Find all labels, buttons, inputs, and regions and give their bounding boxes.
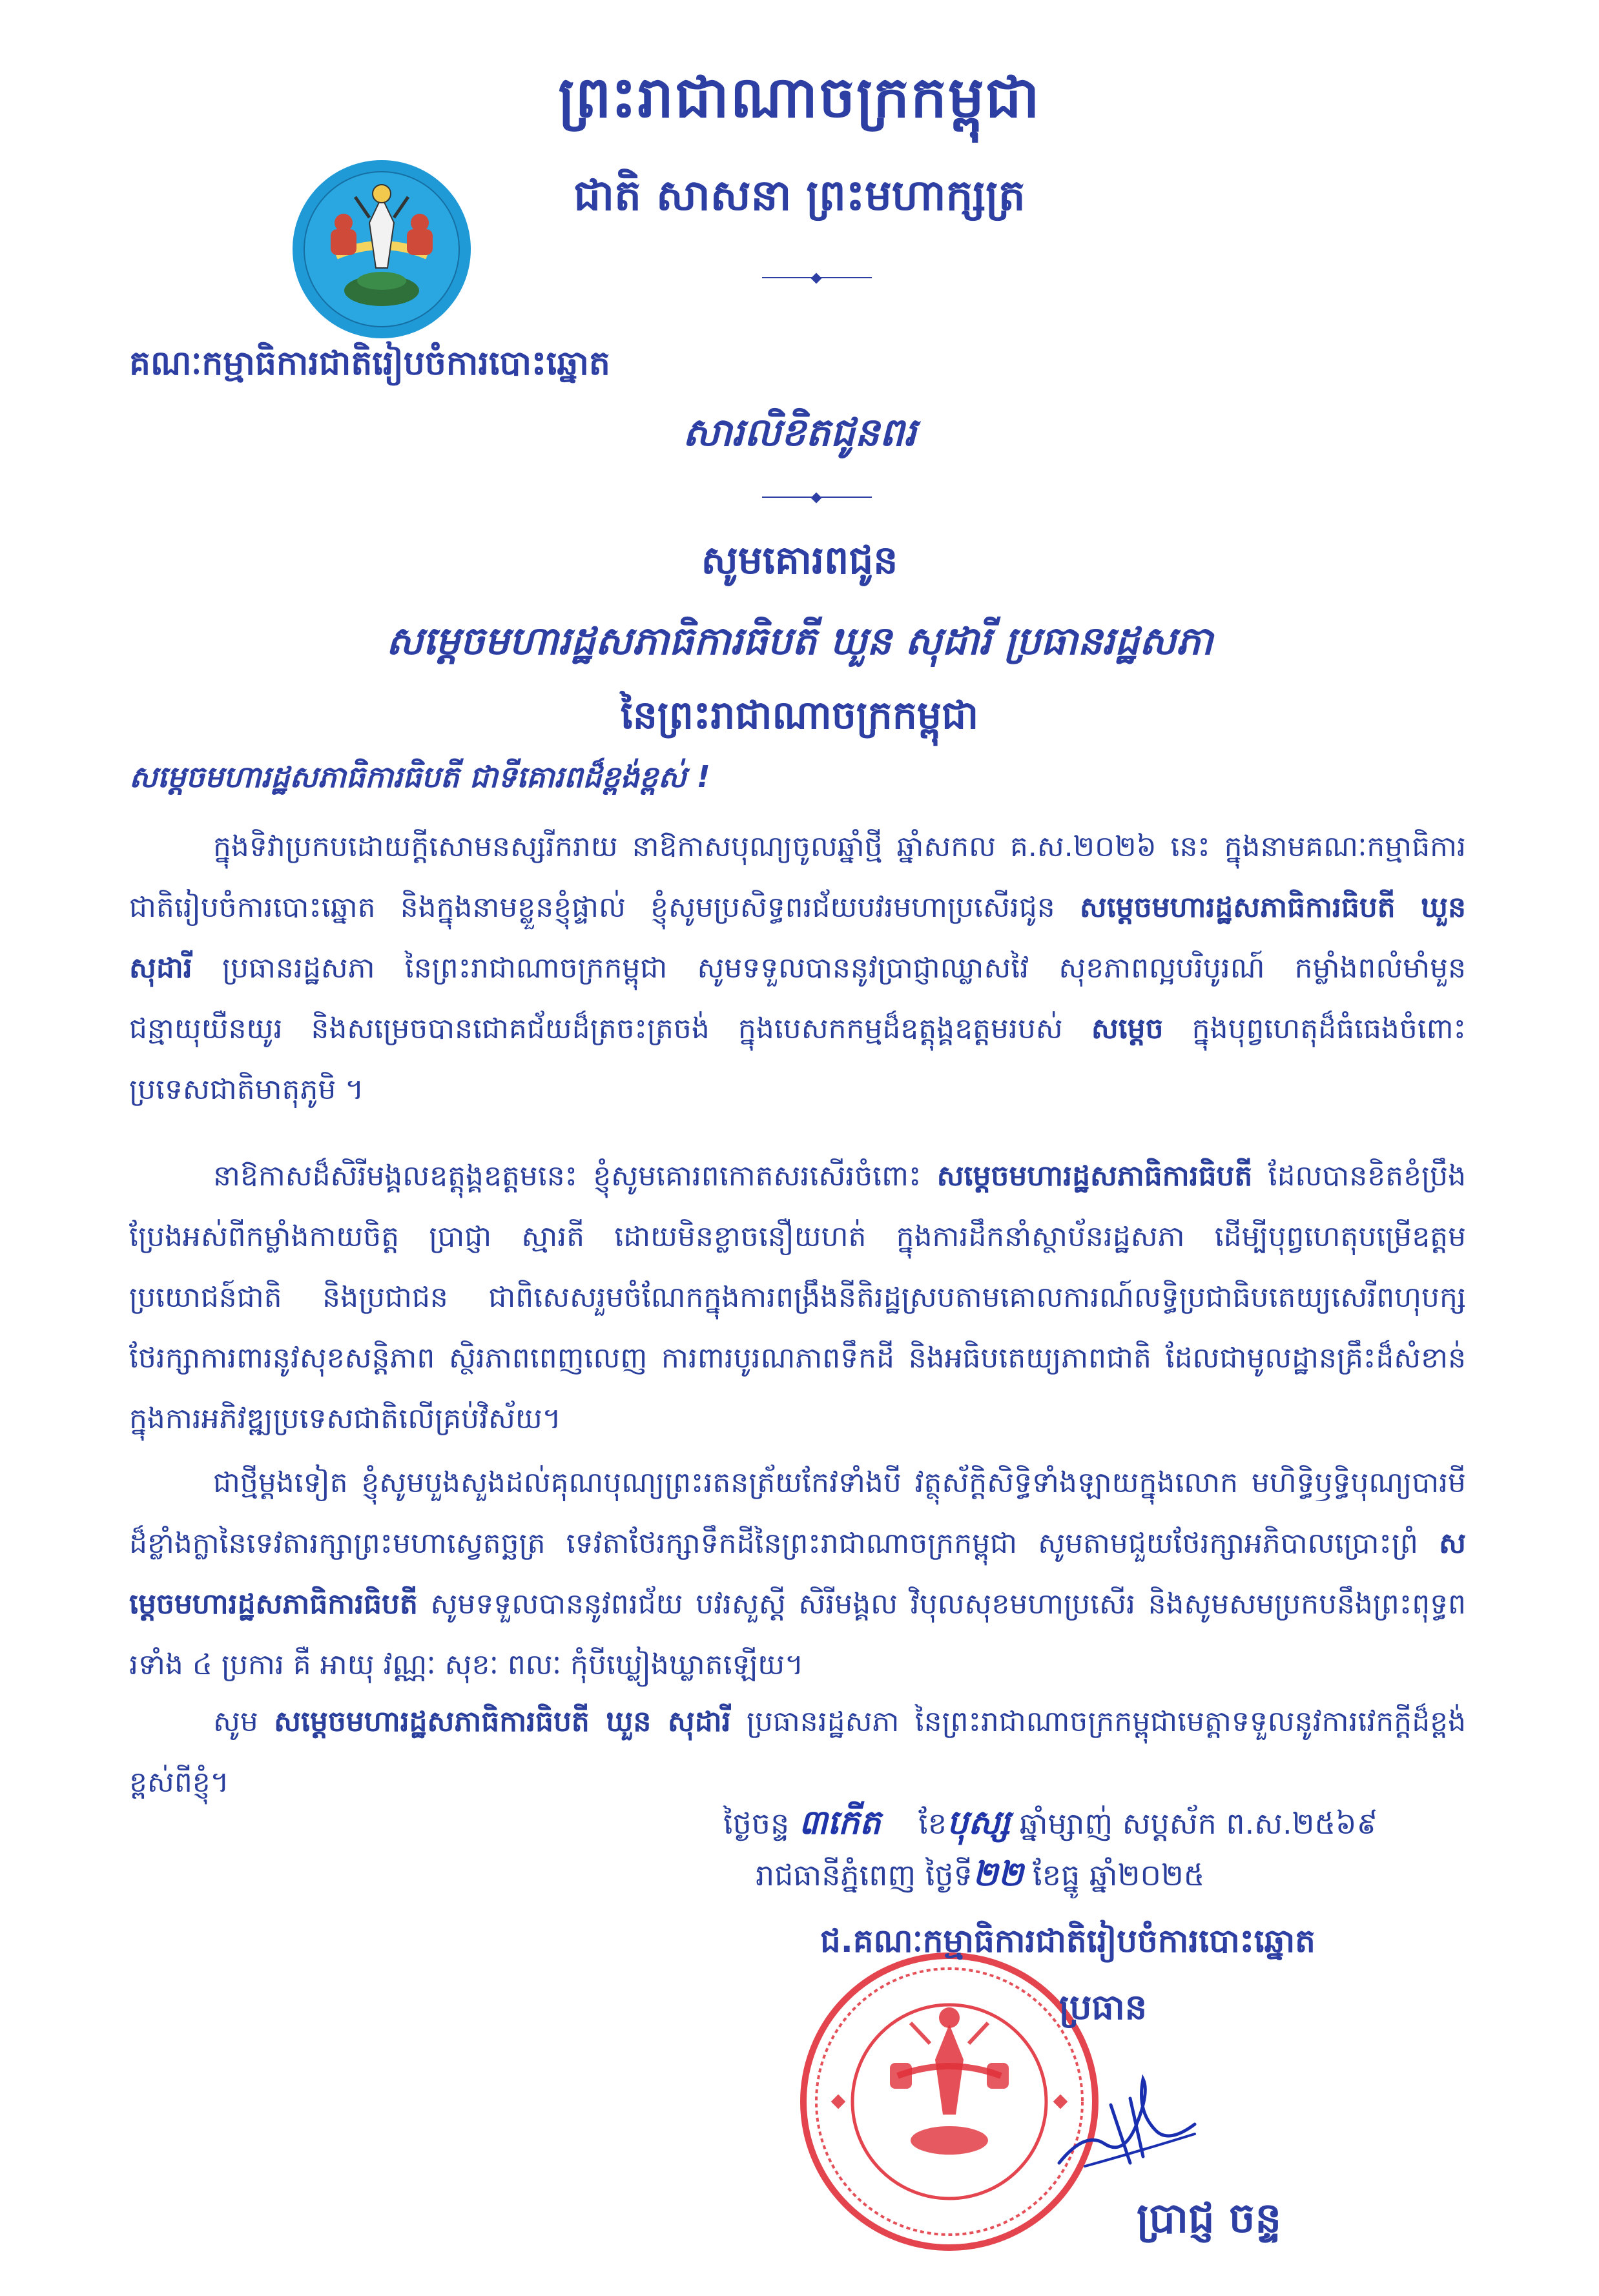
p2-bold-title: សម្តេចមហារដ្ឋសភាធិការធិបតី [936, 1160, 1253, 1193]
p2-text: ដែលបានខិតខំប្រឹងប្រែងអស់ពីកម្លាំងកាយចិត្ត ប្រាជ្ញា ស្មារតី ដោយមិនខ្លាចនឿយហត់ ក្នុងការដឹកនាំស្ថាប័នរដ្ឋសភា ដើម្បីបុព្វហេតុបម្រើឧត្តមប្រយោជន៍ជាតិ និងប្រជាជន ជាពិសេសរួមចំណែកក្នុងការពង្រឹងនីតិរដ្ឋស្របតាមគោលការណ៍លទ្ធិប្រជាធិបតេយ្យសេរីពហុបក្ស ថែរក្សាការពារនូវសុខសន្តិភាព ស្ថិរភាពពេញលេញ ការពារបូរណភាពទឹកដី និងអធិបតេយ្យភាពជាតិ ដែលជាមូលដ្ឋានគ្រឹះដ៏សំខាន់ក្នុងការអភិវឌ្ឍប្រទេសជាតិលើគ្រប់វិស័យ។ [129, 1160, 1466, 1435]
p4-text: ប្រធានរដ្ឋសភា នៃព្រះរាជាណាចក្រកម្ពុជាមេត្តាទទួលនូវការវេកក្តីដ៏ខ្ពង់ខ្ពស់ពីខ្ញុំ។ [129, 1705, 1466, 1799]
respectfully-to: សូមគោរពជូន [701, 538, 898, 583]
p3-bold-title: សម្តេចមហារដ្ឋសភាធិការធិបតី [129, 1527, 1466, 1621]
signatory-organization: ជ.គណៈកម្មាធិការជាតិរៀបចំការបោះឆ្នោត [820, 1922, 1315, 1960]
paragraph-4 [129, 1692, 1466, 1813]
kingdom-title: ព្រះរាជាណាចក្រកម្ពុជា [558, 64, 1041, 130]
organization-name: គណៈកម្មាធិការជាតិរៀបចំការបោះឆ្នោត [129, 344, 610, 383]
divider-ornament [762, 494, 872, 500]
recipient-line-1: សម្តេចមហារដ្ឋសភាធិការធិបតី ឃួន សុដារី ប្រធានរដ្ឋសភា [386, 619, 1213, 664]
place-date-line [756, 1853, 1204, 1902]
p1-text: ក្នុងទិវាប្រកបដោយក្តីសោមនស្សរីករាយ នាឱកាសបុណ្យចូលឆ្នាំថ្មី ឆ្នាំសកល គ.ស.២០២៦ នេះ ក្នុងនាមគណៈកម្មាធិការជាតិរៀបចំការបោះឆ្នោត និងក្នុងនាមខ្លួនខ្ញុំផ្ទាល់ ខ្ញុំសូមប្រសិទ្ធពរជ័យបវរមហាប្រសើរជូន [129, 830, 1466, 924]
place-suffix: ខែធ្នូ ឆ្នាំ២០២៥ [1023, 1858, 1205, 1892]
document-title: សារលិខិតជូនពរ [683, 410, 916, 455]
p1-text: ក្នុងបុព្វហេតុដ៏ធំធេងចំពោះប្រទេសជាតិមាតុភូមិ ។ [129, 1012, 1466, 1106]
recipient-line-2: នៃព្រះរាជាណាចក្រកម្ពុជា [620, 693, 979, 738]
paragraph-3 [129, 1453, 1466, 1696]
salutation: សម្តេចមហារដ្ឋសភាធិការធិបតី ជាទីគោរពដ៏ខ្ពង់ខ្ពស់ ! [129, 759, 710, 794]
p3-text: សូមទទួលបាននូវពរជ័យ បវរសួស្តី សិរីមង្គល វិបុលសុខមហាប្រសើរ និងសូមសមប្រកបនឹងព្រះពុទ្ធពរទាំង ៤ ប្រការ គឺ អាយុ វណ្ណៈ សុខៈ ពលៈ កុំបីឃ្លៀងឃ្លាតឡើយ។ [129, 1588, 1466, 1681]
p1-bold-title: សម្តេច [1091, 1012, 1164, 1045]
paragraph-1 [129, 817, 1466, 1120]
lunar-day: ៣កើត [798, 1803, 881, 1842]
p4-text: សូម [213, 1705, 274, 1738]
lunar-date-line [723, 1801, 1377, 1850]
p1-bold-name: សម្តេចមហារដ្ឋសភាធិការធិបតី ឃួន សុដារី [129, 891, 1467, 985]
divider-ornament [762, 274, 872, 281]
p1-text: ប្រធានរដ្ឋសភា នៃព្រះរាជាណាចក្រកម្ពុជា សូមទទួលបាននូវប្រាជ្ញាឈ្លាសវៃ សុខភាពល្អបរិបូរណ៍ កម្លាំងពលំមាំមួន ជន្មាយុយឺនយូរ និងសម្រេចបានជោគជ័យដ៏ត្រចះត្រចង់ ក្នុងបេសកកម្មដ៏ឧត្តុង្គឧត្តមរបស់ [129, 952, 1466, 1045]
lunar-month-prefix: ខែ [918, 1806, 947, 1841]
p4-bold-name: សម្តេចមហារដ្ឋសភាធិការធិបតី ឃួន សុដារី [274, 1705, 731, 1738]
p2-text: នាឱកាសដ៏សិរីមង្គលឧត្តុង្គឧត្តមនេះ ខ្ញុំសូមគោរពកោតសរសើរចំពោះ [213, 1160, 937, 1193]
lunar-day-prefix: ថ្ងៃចន្ទ [723, 1806, 790, 1841]
signatory-name: ប្រាជ្ញ ចន្ទ [1137, 2195, 1282, 2242]
paragraph-2 [129, 1146, 1466, 1450]
signatory-role: ប្រធាន [1059, 1987, 1148, 2027]
lunar-year: ឆ្នាំម្សាញ់ សប្តស័ក ព.ស.២៥៦៩ [1019, 1806, 1378, 1841]
p3-text: ជាថ្មីម្តងទៀត ខ្ញុំសូមបួងសួងដល់គុណបុណ្យព្រះរតនត្រ័យកែវទាំងបី វត្ថុស័ក្តិសិទ្ធិទាំងឡាយក្នុងលោក មហិទ្ធិឫទ្ធិបុណ្យបារមីដ៏ខ្លាំងក្លានៃទេវតារក្សាព្រះមហាស្វេតច្ឆត្រ ទេវតាថែរក្សាទឹកដីនៃព្រះរាជាណាចក្រកម្ពុជា សូមតាមជួយថែរក្សាអភិបាលប្រោះព្រំ [129, 1466, 1466, 1560]
nec-logo-icon [291, 158, 473, 340]
lunar-month: បុស្ស [947, 1803, 1011, 1842]
handwritten-signature [1046, 2053, 1201, 2182]
place-day: ២២ [972, 1855, 1024, 1894]
place-prefix: រាជធានីភ្នំពេញ ថ្ងៃទី [756, 1858, 973, 1892]
national-motto: ជាតិ សាសនា ព្រះមហាក្សត្រ [573, 170, 1026, 220]
